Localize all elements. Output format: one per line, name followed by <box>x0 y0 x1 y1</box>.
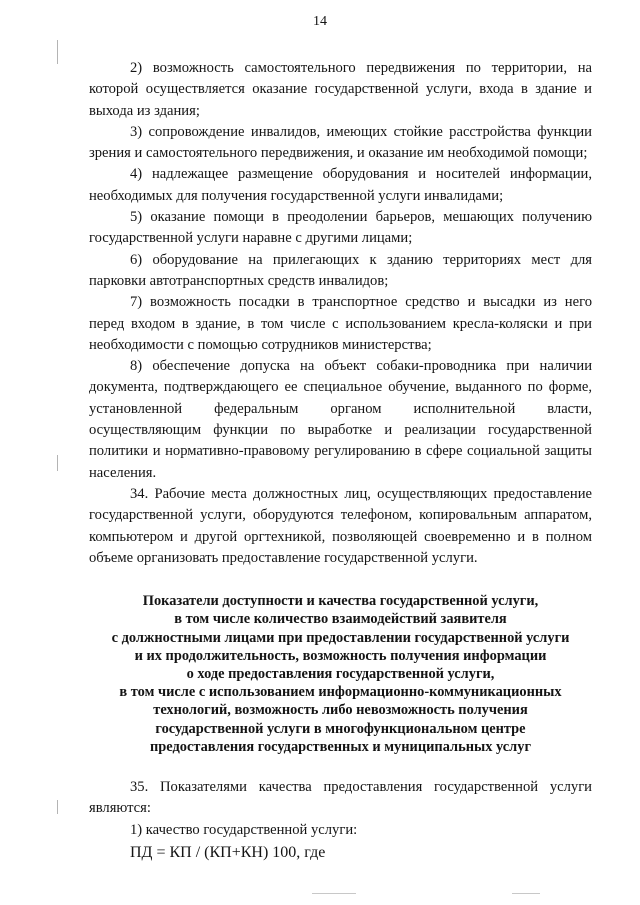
heading-line: технологий, возможность либо невозможность получения <box>153 702 528 719</box>
margin-mark <box>57 800 58 814</box>
heading-line: о ходе предоставления государственной услуги, <box>186 665 495 682</box>
heading-line: Показатели доступности и качества государственной услуги, <box>142 593 539 610</box>
formula: ПД = КП / (КП+КН) 100, где <box>130 843 326 861</box>
heading-line: и их продолжительность, возможность получения информации <box>134 647 547 664</box>
paragraph-item-6: 6) оборудование на прилегающих к зданию территориях мест для парковки автотранспортных средств инвалидов; <box>89 251 592 289</box>
list-item-quality: 1) качество государственной услуги: <box>130 821 358 838</box>
heading-line: предоставления государственных и муниципальных услуг <box>150 738 531 755</box>
paragraph-item-7: 7) возможность посадки в транспортное средство и высадки из него перед входом в здание, в том числе с использованием кресла-коляски и при необходимости с помощью сотрудников министерства; <box>89 294 592 353</box>
section-heading <box>89 592 592 756</box>
page-number: 14 <box>313 14 327 29</box>
margin-mark <box>57 455 58 471</box>
paragraph-item-5: 5) оказание помощи в преодолении барьеров, мешающих получению государственной услуги наравне с другими лицами; <box>89 209 592 247</box>
paragraph-item-4: 4) надлежащее размещение оборудования и носителей информации, необходимых для получения государственной услуги инвалидами; <box>89 166 592 204</box>
document-body <box>89 58 592 865</box>
heading-line: в том числе с использованием информационно-коммуникационных <box>119 684 562 701</box>
bottom-edge-mark <box>312 893 356 894</box>
heading-line: в том числе количество взаимодействий заявителя <box>174 611 507 628</box>
paragraph-item-8: 8) обеспечение допуска на объект собаки-проводника при наличии документа, подтверждающего ее специальное обучение, выданного по форме, установленной федеральным органом исполнительной власти, осуществляющим функции по выработке и реализации государственной политики и нормативно-правовому регулированию в сфере социальной защиты населения. <box>89 358 592 481</box>
paragraph-35: 35. Показателями качества предоставления государственной услуги являются: <box>89 778 592 817</box>
bottom-edge-mark <box>512 893 540 894</box>
heading-line: с должностными лицами при предоставлении государственной услуги <box>111 629 570 646</box>
paragraph-item-2: 2) возможность самостоятельного передвижения по территории, на которой осуществляется оказание государственной услуги, входа в здание и выхода из здания; <box>89 60 592 119</box>
paragraph-item-3: 3) сопровождение инвалидов, имеющих стойкие расстройства функции зрения и самостоятельного передвижения, и оказание им необходимой помощи; <box>89 123 592 162</box>
paragraph-34: 34. Рабочие места должностных лиц, осуществляющих предоставление государственной услуги, оборудуются телефоном, копировальным аппаратом, компьютером и другой оргтехникой, позволяющей своевременно и в полном объеме организовать предоставление государственной услуги. <box>89 485 592 566</box>
heading-line: государственной услуги в многофункциональном центре <box>155 720 526 737</box>
margin-mark <box>57 40 58 64</box>
